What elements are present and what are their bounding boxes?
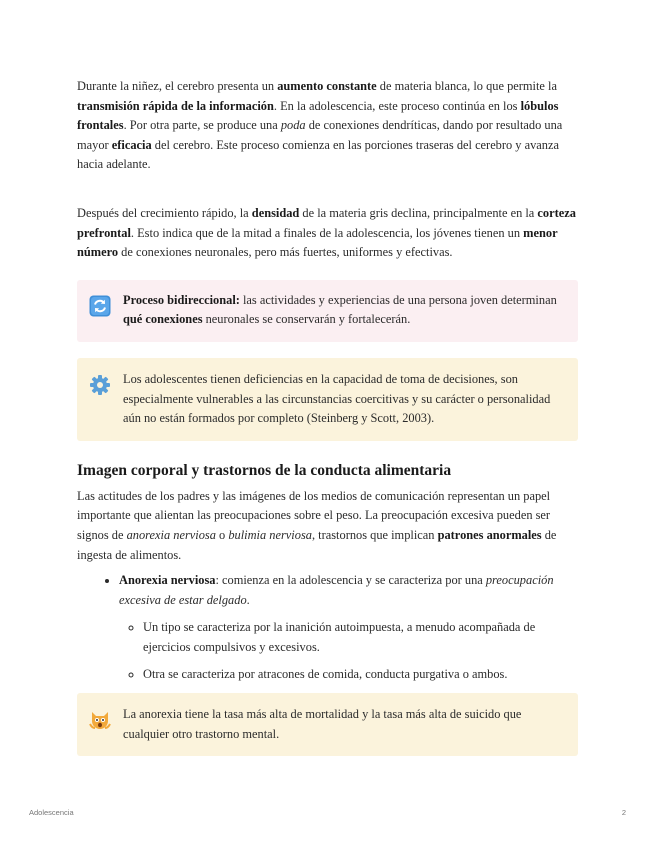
section-heading: Imagen corporal y trastornos de la conducta alimentaria <box>77 461 452 479</box>
paragraph-gray-matter <box>77 204 578 263</box>
callout-text <box>123 291 566 330</box>
text: de conexiones neuronales, pero más fuertes, uniformes y efectivas. <box>118 245 453 260</box>
list-item: ◦ Un tipo se caracteriza por la inanición autoimpuesta, a menudo acompañada de ejercicios compulsivos y excesivos. <box>143 618 578 657</box>
text: Después del crecimiento rápido, la <box>77 205 252 220</box>
italic-text: bulimia nerviosa <box>228 527 312 542</box>
text: . Por otra parte, se produce una <box>123 118 281 133</box>
bold-text: transmisión rápida de la información <box>77 98 274 113</box>
text: las actividades y experiencias de una persona joven determinan <box>239 292 557 307</box>
italic-text: anorexia nerviosa <box>126 527 216 542</box>
text: de ingesta de alimentos. <box>77 527 557 562</box>
bold-text: Anorexia nerviosa <box>119 573 216 588</box>
bold-text: corteza prefrontal <box>77 205 576 240</box>
list-item-anorexia <box>119 571 578 685</box>
text: de conexiones dendríticas, dando por resultado una mayor <box>77 118 563 152</box>
text: del cerebro. Este proceso comienza en las porciones traseras del cerebro y avanza hacia adelante. <box>77 137 559 172</box>
paragraph-body-image <box>77 487 578 565</box>
bullet-list <box>77 571 578 685</box>
callout-mortality <box>77 693 578 756</box>
text: neuronales se conservarán y fortalecerán. <box>202 312 411 327</box>
text: . <box>246 592 250 607</box>
paragraph-white-matter <box>77 77 578 175</box>
text: de materia blanca, lo que permite la <box>376 79 557 93</box>
text: Las actitudes de los padres y las imágenes de los medios de comunicación representan un papel importante que alientan las preocupaciones sobre el peso. La preocupación excesiva pueden ser signos de <box>77 488 551 542</box>
bold-text: lóbulos frontales <box>77 98 559 133</box>
bold-text: eficacia <box>111 137 152 152</box>
page-number: 2 <box>621 808 626 817</box>
callout-adolescent-deficiencies <box>77 358 578 441</box>
text: , trastornos que implican <box>311 527 438 542</box>
bold-text: qué conexiones <box>123 312 203 327</box>
italic-text: poda <box>280 118 306 133</box>
bold-text: aumento constante <box>277 79 377 93</box>
text: o <box>215 527 229 542</box>
page-content <box>77 77 578 756</box>
bold-text: menor número <box>77 225 558 260</box>
scared-cat-icon <box>89 709 111 731</box>
footer-title: Adolescencia <box>29 808 74 817</box>
arrows-cycle-icon <box>89 295 111 317</box>
callout-bidirectional <box>77 280 578 342</box>
text: . Esto indica que de la mitad a finales de la adolescencia, los jóvenes tienen un <box>130 225 524 240</box>
list-item: ◦ Otra se caracteriza por atracones de comida, conducta purgativa o ambos. <box>143 665 578 685</box>
callout-text: La anorexia tiene la tasa más alta de mortalidad y la tasa más alta de suicido que cualquier otro trastorno mental. <box>123 707 522 741</box>
text: : comienza en la adolescencia y se caracteriza por una <box>215 573 486 588</box>
text: de la materia gris declina, principalmente en la <box>299 205 538 220</box>
bold-text: patrones anormales <box>437 527 542 542</box>
sub-bullet-list <box>119 618 578 685</box>
italic-text: preocupación excesiva de estar delgado <box>119 573 554 607</box>
text: Durante la niñez, el cerebro presenta un <box>77 79 278 93</box>
callout-text: Los adolescentes tienen deficiencias en la capacidad de toma de decisiones, son especialmente vulnerables a las circunstancias coercitivas y su carácter o personalidad aún no están formados por completo (Steinberg y Scott, 2003). <box>123 371 551 426</box>
text: . En la adolescencia, este proceso continúa en los <box>273 98 521 113</box>
bold-text: Proceso bidireccional: <box>123 292 240 307</box>
bold-text: densidad <box>251 205 300 220</box>
gear-icon <box>89 374 111 396</box>
